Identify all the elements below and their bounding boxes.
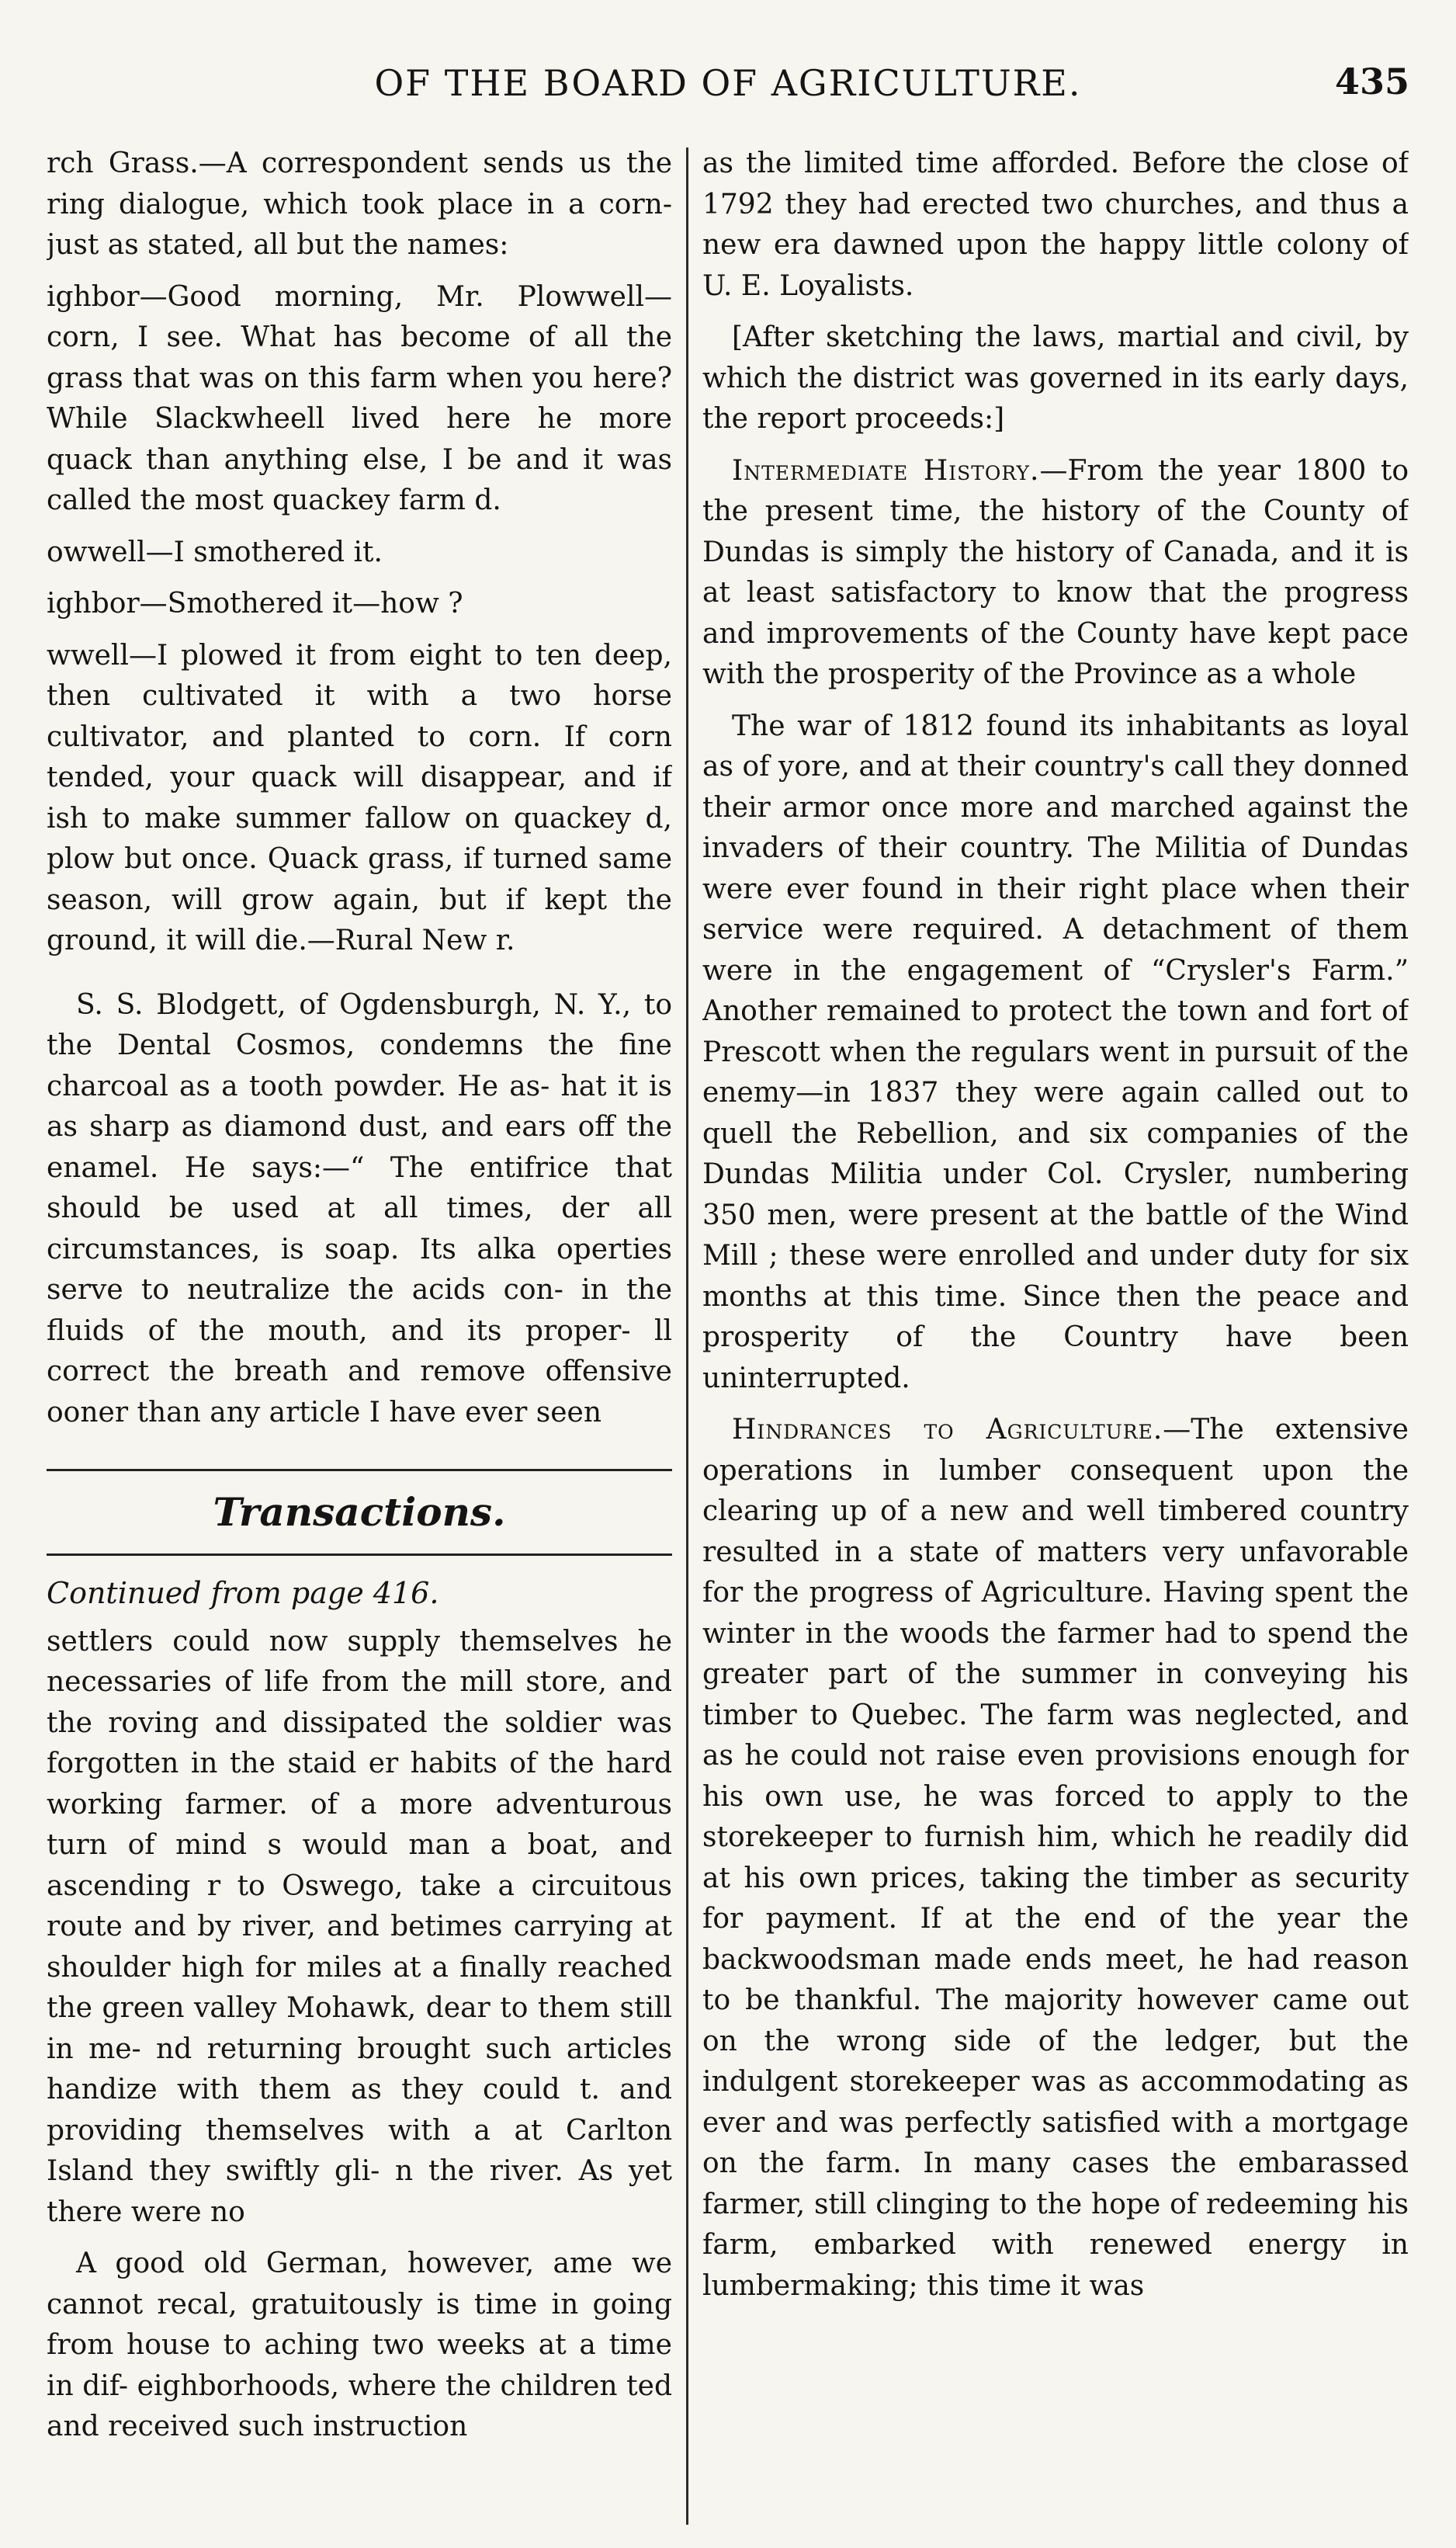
right-column — [702, 144, 1409, 2525]
intermediate-history-heading: Intermediate History. — [732, 454, 1040, 487]
paragraph-war-1812: The war of 1812 found its inhabitants as loyal as of yore, and at their country's call they donned their armor once more and marched against the invaders of their country. The Militia of Dundas were ever found in their right place when their service were required. A detachment of them were in the engagement of “Crysler's Farm.” Another remained to protect the town and fort of Prescott when the regulars went in pursuit of the enemy—in 1837 they were again called out to quell the Rebellion, and six companies of the Dundas Militia under Col. Crysler, numbering 350 men, were present at the battle of the Wind Mill ; these were enrolled and under duty for six months at this time. Since then the peace and prosperity of the Country have been uninterrupted. — [702, 710, 1409, 1394]
hindrances-heading: Hindrances to Agriculture. — [732, 1414, 1163, 1446]
section-rule-top — [47, 1469, 672, 1471]
running-title: OF THE BOARD OF AGRICULTURE. — [374, 62, 1082, 104]
dialogue-neighbor-2: ighbor—Smothered it—how ? — [47, 588, 463, 620]
dental-paragraph: S. S. Blodgett, of Ogdensburgh, N. Y., to the Dental Cosmos, condemns the fine charcoal as a tooth powder. He as- hat it is as sharp as diamond dust, and ears off the enamel. He says:—“ The entifrice that should be used at all times, der all circumstances, is soap. Its alka operties serve to neutralize the acids con- in the fluids of the mouth, and its proper- ll correct the breath and remove offensive ooner than any article I have ever seen — [47, 988, 672, 1428]
paragraph-churches: as the limited time afforded. Before the close of 1792 they had erected two churches, and thus a new era dawned upon the happy little colony of U. E. Loyalists. — [702, 148, 1409, 302]
dialogue-plowwell-1: owwell—I smothered it. — [47, 536, 383, 568]
section-rule-bottom — [47, 1553, 672, 1556]
quack-grass-intro: rch Grass.—A correspondent sends us the ring dialogue, which took place in a corn- just as stated, all but the names: — [47, 148, 672, 261]
transactions-paragraph-2: A good old German, however, ame we cannot recal, gratuitously is time in going from house to aching two weeks at a time in dif- eighborhoods, where the children ted and received such instruction — [47, 2248, 672, 2442]
hindrances-text: —The extensive operations in lumber consequent upon the clearing up of a new and well timbered country resulted in a state of matters very unfavorable for the progress of Agriculture. Having spent the winter in the woods the farmer had to spend the greater part of the summer in conveying his timber to Quebec. The farm was neglected, and as he could not raise even provisions enough for his own use, he was forced to apply to the storekeeper to furnish him, which he readily did at his own prices, taking the timber as security for payment. If at the end of the year the backwoodsman made ends meet, he had reason to be thankful. The majority however came out on the wrong side of the ledger, but the indulgent storekeeper was as accommodating as ever and was perfectly satisfied with a mortgage on the farm. In many cases the embarassed farmer, still clinging to the hope of redeeming his farm, embarked with renewed energy in lumbermaking; this time it was — [702, 1414, 1409, 2302]
page-number: 435 — [1334, 61, 1409, 102]
intermediate-history-text: —From the year 1800 to the present time, the history of the County of Dundas is simply the history of Canada, and it is at least satisfactory to know that the progress and improvements of the County have kept pace with the prosperity of the Province as a whole — [702, 454, 1409, 690]
section-title: Transactions. — [213, 1489, 506, 1535]
dialogue-neighbor-1: ighbor—Good morning, Mr. Plowwell— corn, I see. What has become of all the grass that was on this farm when you here? While Slackwheell lived here he more quack than anything else, I be and it was called the most quackey farm d. — [47, 280, 672, 516]
paragraph-report-note: [After sketching the laws, martial and civil, by which the district was governed in its early days, the report proceeds:] — [702, 321, 1409, 435]
continued-note: Continued from page 416. — [47, 1576, 439, 1610]
paragraph-intermediate-history — [702, 451, 1409, 696]
dialogue-plowwell-2: wwell—I plowed it from eight to ten deep, then cultivated it with a two horse cultivator, and planted to corn. If corn tended, your quack will disappear, and if ish to make summer fallow on quackey d, plow but once. Quack grass, if turned same season, will grow again, but if kept the ground, it will die.—Rural New r. — [47, 639, 672, 956]
running-header — [47, 54, 1409, 116]
transactions-paragraph-1: settlers could now supply themselves he necessaries of life from the mill store, and the roving and dissipated the soldier was forgotten in the staid er habits of the hard working farmer. of a more adventurous turn of mind s would man a boat, and ascending r to Oswego, take a circuitous route and by river, and betimes carrying at shoulder high for miles at a finally reached the green valley Mohawk, dear to them still in me- nd returning brought such articles handize with them as they could t. and providing themselves with a at Carlton Island they swiftly gli- n the river. As yet there were no — [47, 1625, 672, 2228]
column-divider — [686, 148, 688, 2525]
left-column — [47, 144, 672, 2525]
paragraph-hindrances — [702, 1410, 1409, 2307]
